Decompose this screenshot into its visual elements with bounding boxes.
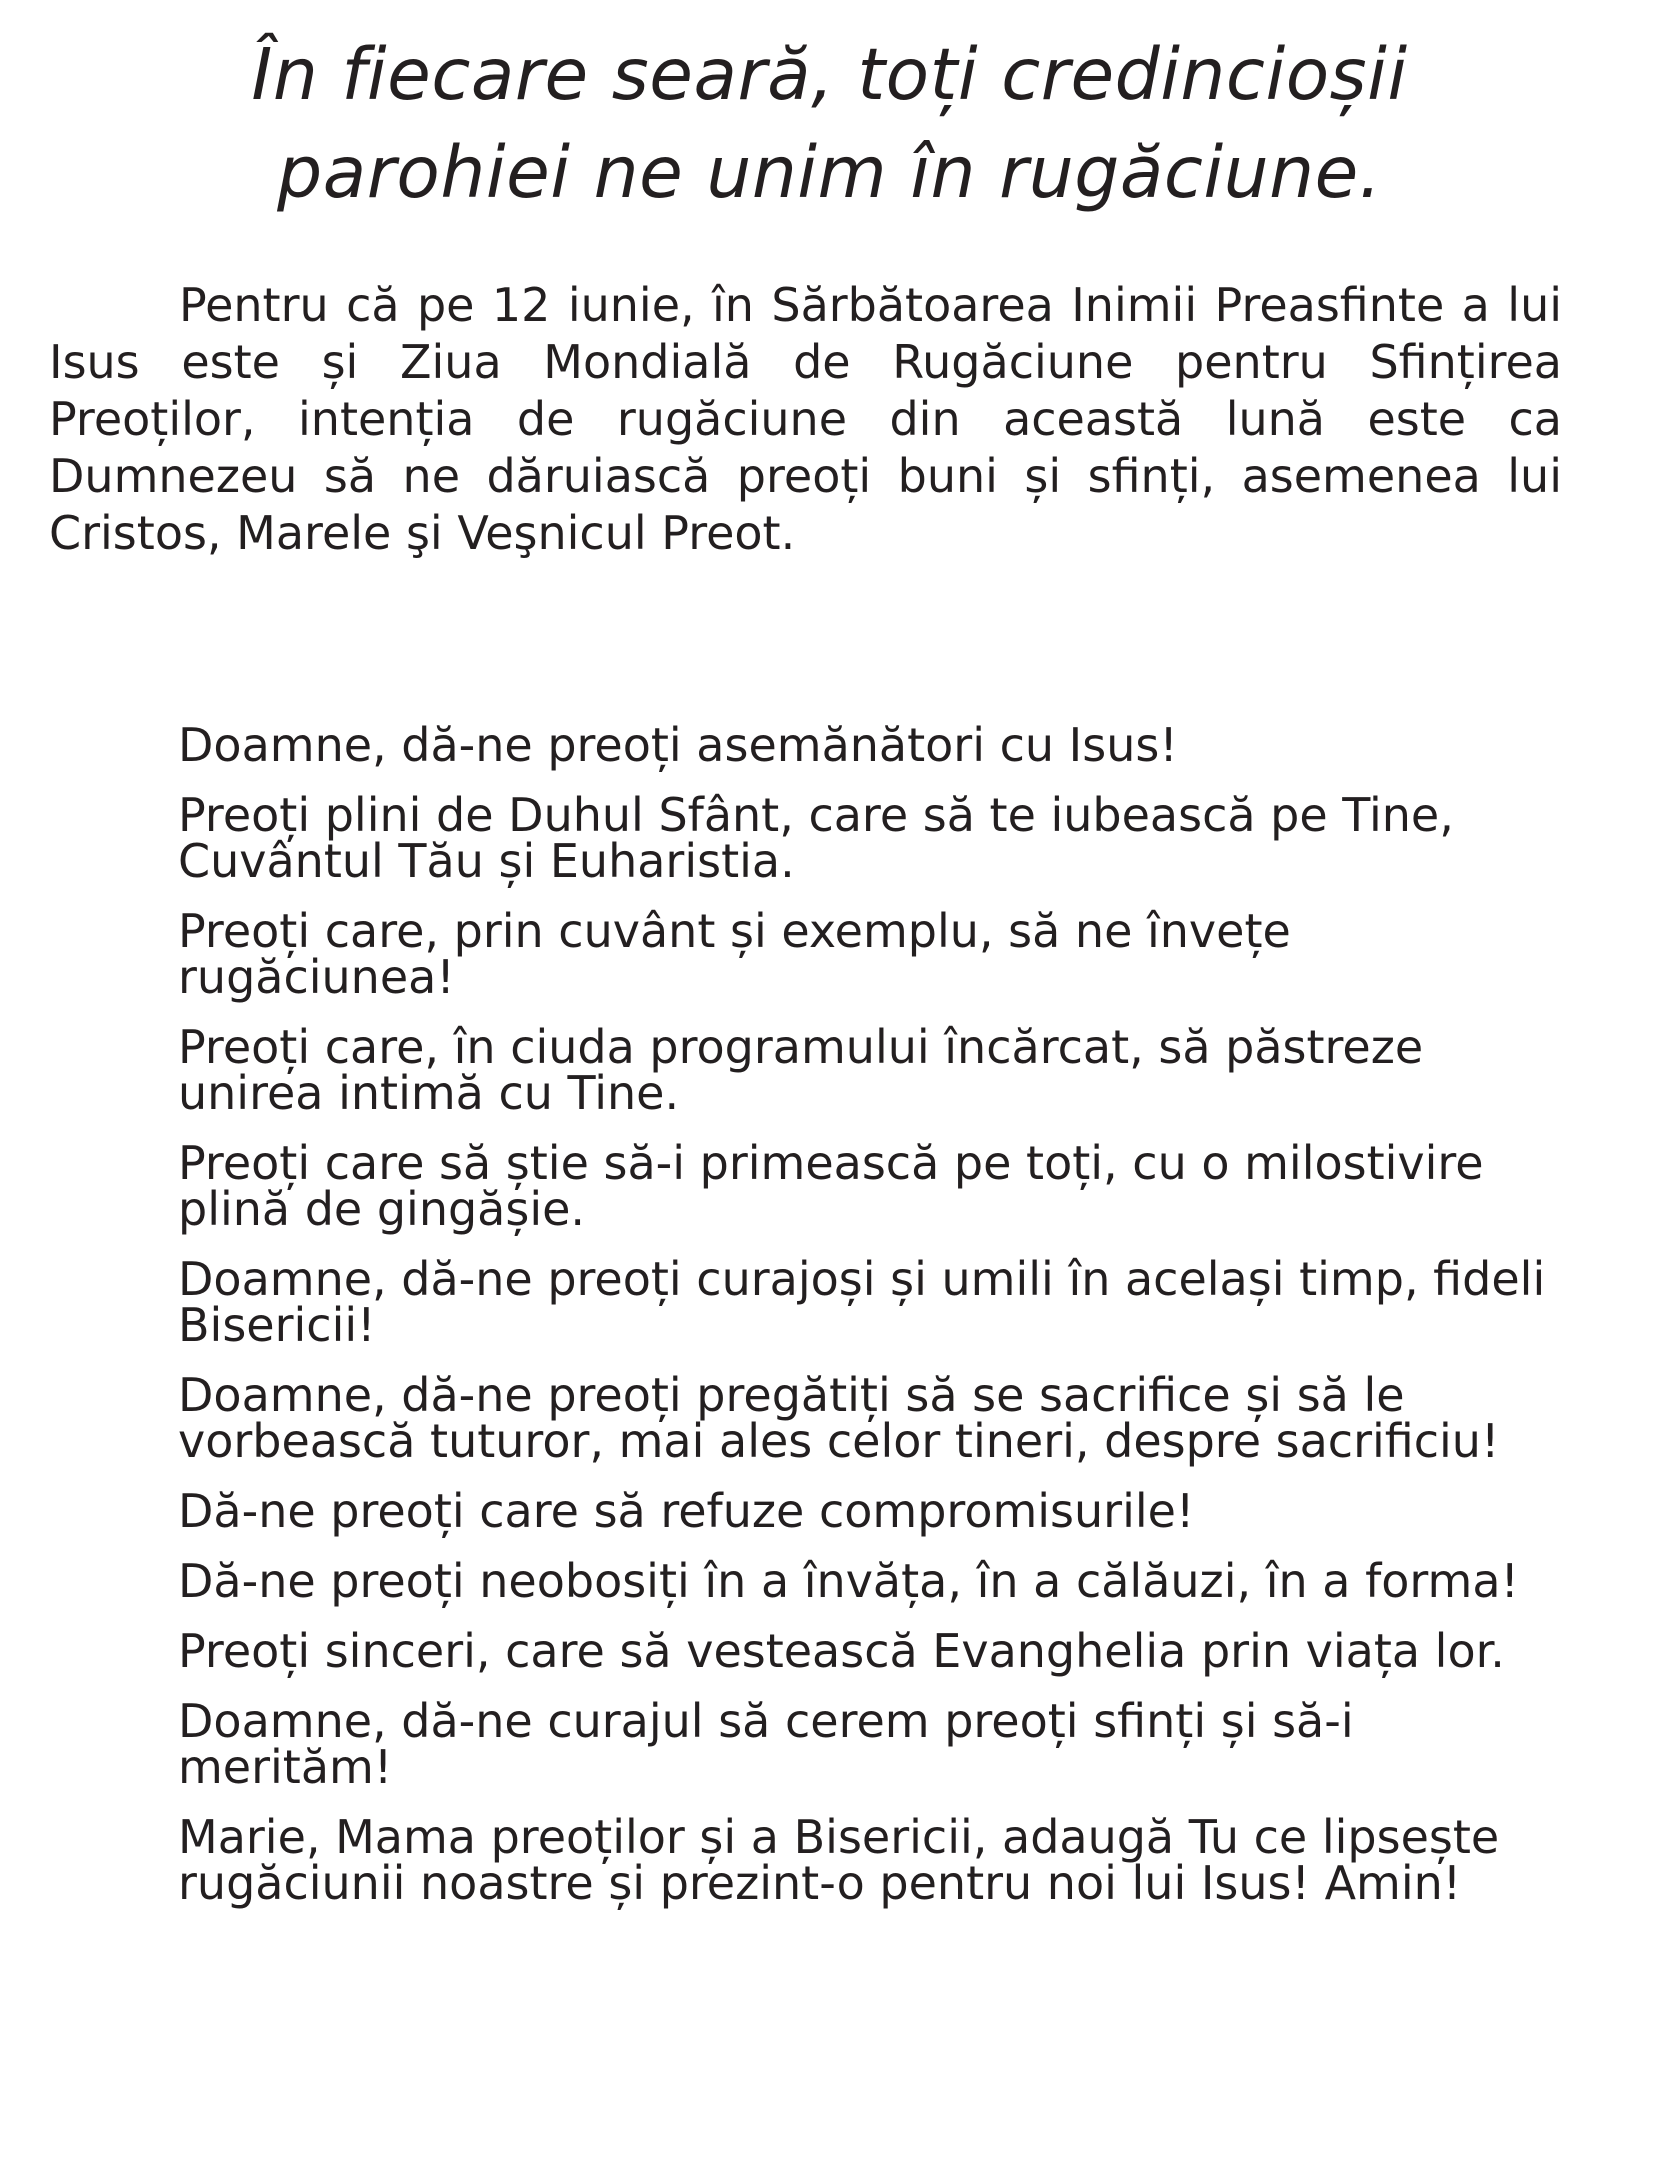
prayer-line: Dă-ne preoți care să refuze compromisurile! (178, 1484, 1195, 1538)
prayer-line: Preoți care să știe să-i primească pe toți, cu o milostivire plină de gingășie. (178, 1136, 1484, 1236)
title-line-2: parohiei ne unim în rugăciune. (277, 131, 1382, 214)
prayer-line: Preoți sinceri, care să vestească Evanghelia prin viața lor. (178, 1624, 1505, 1678)
page-title (60, 26, 1599, 222)
prayer-line: Preoți plini de Duhul Sfânt, care să te iubească pe Tine, Cuvântul Tău și Euharistia. (178, 788, 1454, 888)
prayer-list (178, 718, 1578, 1930)
prayer-line: Doamne, dă-ne preoți pregătiți să se sacrifice și să le vorbească tuturor, mai ales celor tineri, despre sacrificiu! (178, 1368, 1500, 1468)
prayer-line: Dă-ne preoți neobosiți în a învăța, în a călăuzi, în a forma! (178, 1554, 1519, 1608)
prayer-line: Preoți care, prin cuvânt și exemplu, să ne învețe rugăciunea! (178, 904, 1291, 1004)
prayer-line: Doamne, dă-ne preoți asemănători cu Isus! (178, 718, 1178, 772)
prayer-line: Marie, Mama preoților și a Bisericii, adaugă Tu ce lipsește rugăciunii noastre și prezint-o pentru noi lui Isus! Amin! (178, 1810, 1500, 1910)
prayer-line: Preoți care, în ciuda programului încărcat, să păstreze unirea intimă cu Tine. (178, 1020, 1424, 1120)
prayer-line: Doamne, dă-ne curajul să cerem preoți sfinți și să-i merităm! (178, 1694, 1354, 1794)
intro-paragraph: Pentru că pe 12 iunie, în Sărbătoarea Inimii Preasfinte a lui Isus este și Ziua Mondială de Rugăciune pentru Sfințirea Preoților, intenția de rugăciune din această lună este ca Dumnezeu să ne dăruiască preoți buni și sfinți, asemenea lui Cristos, Marele şi Veşnicul Preot. (49, 278, 1562, 560)
title-line-1: În fiecare seară, toți credincioșii (251, 33, 1408, 116)
prayer-line: Doamne, dă-ne preoți curajoși și umili în același timp, fideli Bisericii! (178, 1252, 1546, 1352)
